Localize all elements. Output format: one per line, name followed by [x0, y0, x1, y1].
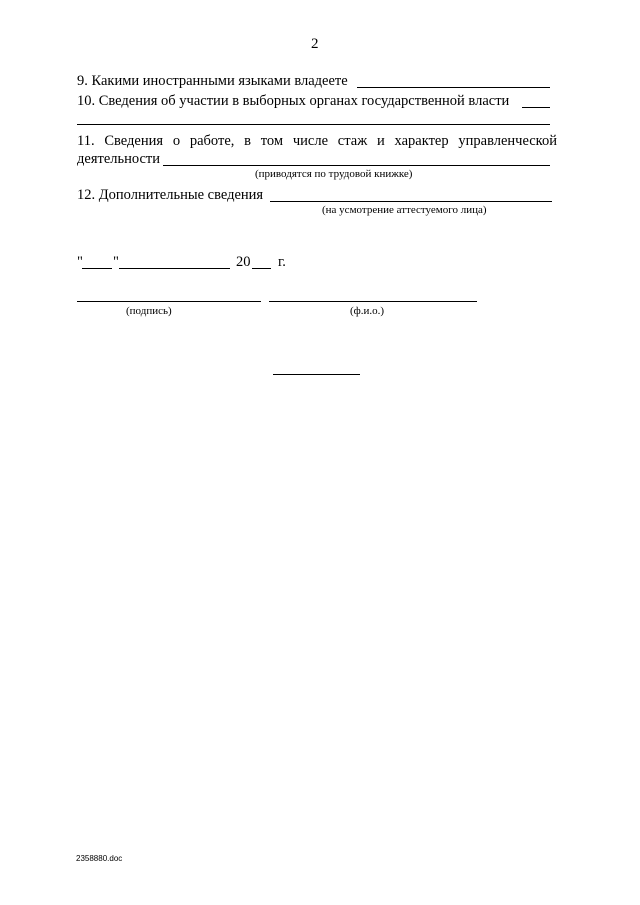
date-month-line[interactable] — [119, 268, 230, 269]
item-10-answer-line-2[interactable] — [77, 124, 550, 125]
item-10-answer-line[interactable] — [522, 107, 550, 108]
date-quote-open: " — [77, 254, 83, 270]
date-year-line[interactable] — [252, 268, 271, 269]
signature-line[interactable] — [77, 301, 261, 302]
date-day-line[interactable] — [82, 268, 112, 269]
item-12-label: 12. Дополнительные сведения — [77, 187, 264, 203]
item-9-label: 9. Какими иностранными языками владеете — [77, 73, 348, 89]
item-12-answer-line[interactable] — [270, 201, 552, 202]
page-number: 2 — [311, 36, 319, 52]
item-12-hint: (на усмотрение аттестуемого лица) — [322, 204, 487, 216]
end-separator — [273, 374, 360, 375]
item-11-label-line1: 11. Сведения о работе, в том числе стаж и характер управленческой — [77, 133, 557, 149]
signature-caption: (подпись) — [126, 305, 172, 317]
date-year-prefix: 20 — [236, 254, 251, 270]
name-line[interactable] — [269, 301, 477, 302]
footer-doc-code: 2358880.doc — [76, 854, 123, 863]
date-quote-close: " — [113, 254, 119, 270]
item-10-label: 10. Сведения об участии в выборных органах государственной власти — [77, 93, 510, 109]
item-11-answer-line[interactable] — [163, 165, 550, 166]
item-11-label-line2: деятельности — [77, 151, 161, 167]
item-9-answer-line[interactable] — [357, 87, 550, 88]
name-caption: (ф.и.о.) — [350, 305, 385, 317]
item-11-hint: (приводятся по трудовой книжке) — [255, 168, 413, 180]
date-year-suffix: г. — [278, 254, 286, 270]
